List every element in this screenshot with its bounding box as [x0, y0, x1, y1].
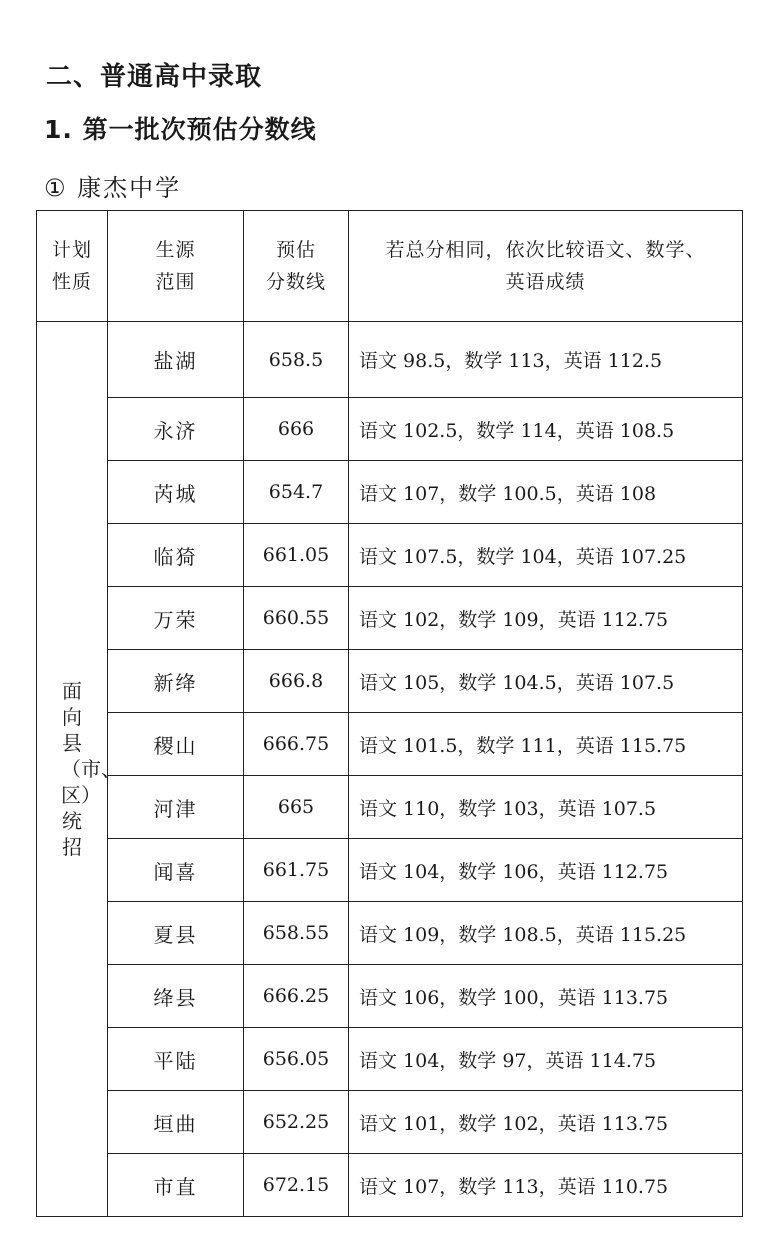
table-row [37, 587, 743, 650]
header-plan-type [37, 211, 108, 322]
compare-cell: 语文 104，数学 106，英语 112.75 [349, 839, 743, 902]
score-cell: 658.5 [244, 322, 349, 398]
table-row [37, 1154, 743, 1217]
compare-cell: 语文 98.5，数学 113，英语 112.5 [349, 322, 743, 398]
region-cell: 夏县 [108, 902, 244, 965]
compare-cell: 语文 101.5，数学 111，英语 115.75 [349, 713, 743, 776]
region-cell: 稷山 [108, 713, 244, 776]
header-score [244, 211, 349, 322]
header-region [108, 211, 244, 322]
score-cell: 672.15 [244, 1154, 349, 1217]
compare-cell: 语文 107，数学 100.5，英语 108 [349, 461, 743, 524]
region-cell: 平陆 [108, 1028, 244, 1091]
compare-cell: 语文 102.5，数学 114，英语 108.5 [349, 398, 743, 461]
table-row [37, 650, 743, 713]
school-title: ① 康杰中学 [44, 174, 182, 202]
table-row [37, 839, 743, 902]
header-compare-line2: 英语成绩 [505, 271, 586, 293]
region-cell: 盐湖 [108, 322, 244, 398]
region-cell: 芮城 [108, 461, 244, 524]
region-cell: 闻喜 [108, 839, 244, 902]
score-cell: 652.25 [244, 1091, 349, 1154]
compare-cell: 语文 101，数学 102，英语 113.75 [349, 1091, 743, 1154]
score-cell: 665 [244, 776, 349, 839]
header-region-line1: 生源 [155, 239, 196, 261]
table-row [37, 713, 743, 776]
plan-type-text: 面向县（市、区）统招 [61, 679, 121, 859]
subsection-title: 1. 第一批次预估分数线 [44, 115, 317, 144]
score-cell: 658.55 [244, 902, 349, 965]
header-region-line2: 范围 [155, 271, 196, 293]
region-cell: 市直 [108, 1154, 244, 1217]
score-table [36, 210, 743, 1217]
table-row [37, 902, 743, 965]
table-row [37, 322, 743, 398]
table-row [37, 398, 743, 461]
score-cell: 661.05 [244, 524, 349, 587]
table-row [37, 524, 743, 587]
table-row [37, 776, 743, 839]
compare-cell: 语文 107.5，数学 104，英语 107.25 [349, 524, 743, 587]
compare-cell: 语文 105，数学 104.5，英语 107.5 [349, 650, 743, 713]
table-row [37, 965, 743, 1028]
score-cell: 661.75 [244, 839, 349, 902]
table-row [37, 1091, 743, 1154]
section-title: 二、普通高中录取 [46, 62, 263, 92]
header-compare-line1: 若总分相同，依次比较语文、数学、 [385, 239, 706, 261]
compare-cell: 语文 107，数学 113，英语 110.75 [349, 1154, 743, 1217]
region-cell: 垣曲 [108, 1091, 244, 1154]
header-plan-line2: 性质 [51, 271, 92, 293]
region-cell: 临猗 [108, 524, 244, 587]
header-compare [349, 211, 743, 322]
region-cell: 新绛 [108, 650, 244, 713]
score-cell: 666.75 [244, 713, 349, 776]
score-cell: 654.7 [244, 461, 349, 524]
compare-cell: 语文 104，数学 97，英语 114.75 [349, 1028, 743, 1091]
plan-type-cell [37, 322, 121, 1217]
score-cell: 660.55 [244, 587, 349, 650]
table-header-row [37, 211, 743, 322]
compare-cell: 语文 106，数学 100，英语 113.75 [349, 965, 743, 1028]
compare-cell: 语文 109，数学 108.5，英语 115.25 [349, 902, 743, 965]
compare-cell: 语文 102，数学 109，英语 112.75 [349, 587, 743, 650]
header-score-line1: 预估 [275, 239, 316, 261]
header-score-line2: 分数线 [265, 271, 326, 293]
score-cell: 656.05 [244, 1028, 349, 1091]
header-plan-line1: 计划 [51, 239, 92, 261]
region-cell: 永济 [108, 398, 244, 461]
score-cell: 666.25 [244, 965, 349, 1028]
score-cell: 666 [244, 398, 349, 461]
region-cell: 万荣 [108, 587, 244, 650]
score-cell: 666.8 [244, 650, 349, 713]
compare-cell: 语文 110，数学 103，英语 107.5 [349, 776, 743, 839]
table-row [37, 461, 743, 524]
region-cell: 河津 [108, 776, 244, 839]
table-row [37, 1028, 743, 1091]
region-cell: 绛县 [108, 965, 244, 1028]
